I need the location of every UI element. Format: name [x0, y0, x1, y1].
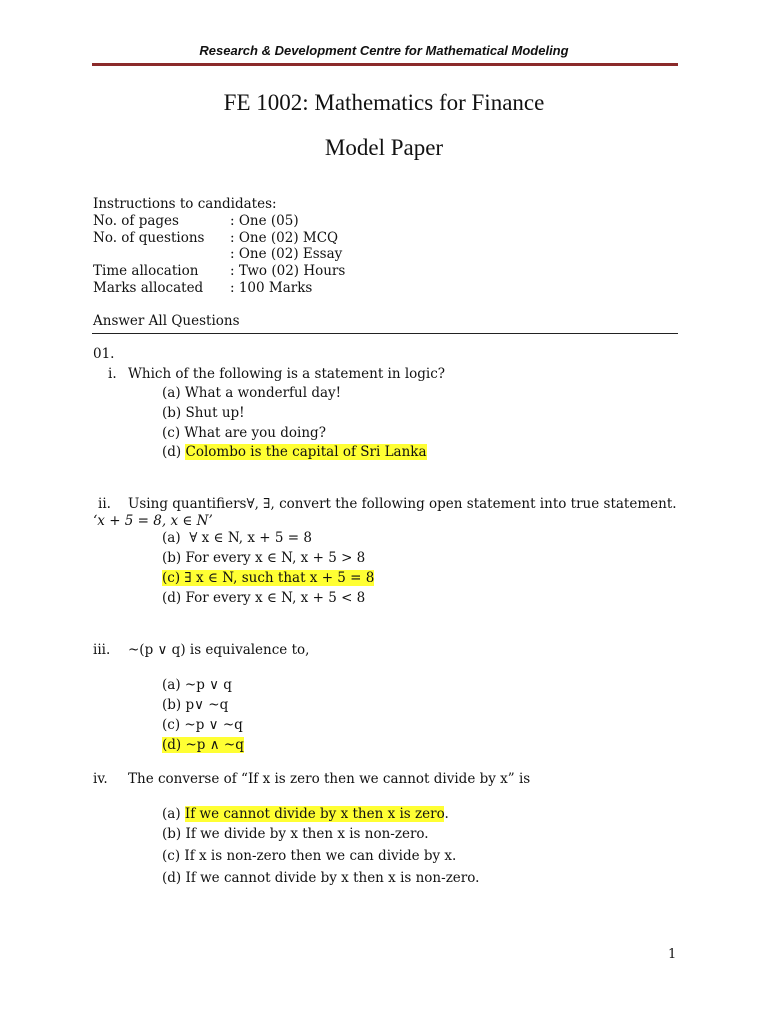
option-text: ~p ∨ ~q [184, 717, 243, 733]
option-text: For every x ∈ N, x + 5 < 8 [185, 590, 366, 606]
option-letter: (c) [162, 570, 181, 586]
instruction-label: Marks allocated [93, 280, 204, 296]
highlighted-answer [162, 737, 244, 753]
course-title: FE 1002: Mathematics for Finance [223, 90, 545, 115]
section-rule [92, 333, 678, 334]
option-letter: (d) [162, 590, 182, 606]
q3-number: iii. [93, 642, 111, 658]
q4-option-d [162, 870, 479, 886]
option-text: If we cannot divide by x then x is non-zero. [185, 870, 480, 886]
option-letter: (a) [162, 806, 181, 822]
q2-option-c [162, 570, 374, 586]
q2-option-d [162, 590, 365, 606]
option-letter: (d) [162, 737, 182, 753]
option-letter: (b) [162, 405, 182, 421]
q3-text: ~(p ∨ q) is equivalence to, [128, 642, 310, 658]
option-letter: (d) [162, 444, 182, 460]
q4-text: The converse of “If x is zero then we cannot divide by x” is [128, 771, 531, 787]
option-letter: (a) [162, 385, 181, 401]
instruction-label: No. of questions [93, 230, 205, 246]
instruction-label: No. of pages [93, 213, 179, 229]
highlighted-answer: Colombo is the capital of Sri Lanka [185, 444, 427, 460]
paper-subtitle: Model Paper [324, 135, 444, 160]
answer-all-heading: Answer All Questions [93, 313, 240, 329]
option-letter: (b) [162, 826, 182, 842]
option-text: ∀ x ∈ N, x + 5 = 8 [189, 530, 312, 546]
highlighted-answer [162, 570, 374, 586]
option-text: For every x ∈ N, x + 5 > 8 [185, 550, 366, 566]
q1-option-a [162, 385, 341, 401]
q1-number: i. [108, 366, 117, 382]
q4-option-b [162, 826, 429, 842]
instruction-value: : One (05) [230, 213, 299, 229]
option-text: Shut up! [185, 405, 245, 421]
document-header: Research & Development Centre for Mathematical Modeling [199, 43, 569, 58]
q3-option-c [162, 717, 243, 733]
q2-option-b [162, 550, 365, 566]
q3-option-a [162, 677, 232, 693]
question-number: 01. [93, 346, 115, 362]
page-number: 1 [668, 947, 677, 962]
highlighted-answer: If we cannot divide by x then x is zero [184, 806, 445, 822]
instruction-value: : One (02) MCQ [230, 230, 339, 246]
instruction-value: : 100 Marks [230, 280, 313, 296]
option-letter: (b) [162, 697, 182, 713]
q1-option-b [162, 405, 245, 421]
option-text: ∃ x ∈ N, such that x + 5 = 8 [184, 570, 375, 586]
instruction-value: : Two (02) Hours [230, 263, 346, 279]
header-rule [92, 63, 678, 66]
option-letter: (d) [162, 870, 182, 886]
q1-option-d [162, 444, 427, 460]
instruction-label: Time allocation [93, 263, 199, 279]
q3-option-d [162, 737, 244, 753]
instruction-value: : One (02) Essay [230, 246, 343, 262]
option-text: ~p ∧ ~q [185, 737, 244, 753]
q2-option-a [162, 530, 312, 546]
q4-option-a [162, 806, 449, 822]
instructions-heading: Instructions to candidates: [93, 196, 277, 212]
q2-statement: ‘x + 5 = 8, x ∈ N’ [93, 513, 213, 529]
option-letter: (b) [162, 550, 182, 566]
option-suffix: . [444, 806, 449, 822]
option-letter: (a) [162, 530, 181, 546]
option-text: ~p ∨ q [184, 677, 232, 693]
option-text: If x is non-zero then we can divide by x. [184, 848, 457, 864]
q1-option-c [162, 425, 326, 441]
option-letter: (a) [162, 677, 181, 693]
q3-option-b [162, 697, 228, 713]
option-text: What a wonderful day! [184, 385, 342, 401]
option-text: What are you doing? [184, 425, 326, 441]
q2-number: ii. [98, 496, 111, 512]
option-text: p∨ ~q [185, 697, 229, 713]
q4-option-c [162, 848, 456, 864]
option-text: If we divide by x then x is non-zero. [185, 826, 429, 842]
q4-number: iv. [93, 771, 108, 787]
option-letter: (c) [162, 848, 181, 864]
option-letter: (c) [162, 717, 181, 733]
q1-text: Which of the following is a statement in logic? [128, 366, 446, 382]
q2-text: Using quantifiers∀, ∃, convert the following open statement into true statement. [128, 496, 677, 512]
option-letter: (c) [162, 425, 181, 441]
